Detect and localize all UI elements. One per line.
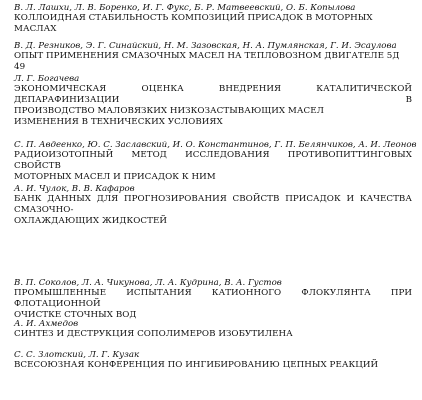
entry-title <box>14 51 412 73</box>
contents-entry <box>14 74 412 117</box>
entry-title-line: РАДИОИЗОТОПНЫЙ МЕТОД ИССЛЕДОВАНИЯ ПРОТИВОПИТТИНГОВЫХ СВОЙСТВ <box>14 150 412 171</box>
entry-title <box>14 150 412 183</box>
contents-entry <box>14 3 412 35</box>
entry-title <box>14 194 412 227</box>
entry-title-line: ОПЫТ ПРИМЕНЕНИЯ СМАЗОЧНЫХ МАСЕЛ НА ТЕПЛОВОЗНОМ ДВИГАТЕЛЕ 5Д 49 <box>14 51 400 72</box>
entry-title-line: ЭКОНОМИЧЕСКАЯ ОЦЕНКА ВНЕДРЕНИЯ КАТАЛИТИЧЕСКОЙ ДЕПАРАФИНИЗАЦИИ В <box>14 84 412 105</box>
entry-authors: В. Д. Резников, Э. Г. Синайский, Н. М. Зазовская, Н. А. Пумлянская, Г. И. Эсаулова <box>14 41 397 51</box>
entry-authors: А. И. Чулок, В. В. Кафаров <box>14 184 135 194</box>
contents-entry <box>14 278 412 321</box>
entry-title-line: ИЗМЕНЕНИЯ В ТЕХНИЧЕСКИХ УСЛОВИЯХ <box>14 117 223 127</box>
contents-entry <box>14 140 417 183</box>
contents-entry <box>14 117 412 128</box>
entry-authors: С. С. Злотский, Л. Г. Кузак <box>14 350 140 360</box>
entry-authors: В. Л. Лашхи, Л. В. Боренко, И. Г. Фукс, Б. Р. Матвеевский, О. Б. Копылова <box>14 3 356 13</box>
entry-authors: С. П. Авдеенко, Ю. С. Заславский, И. О. Константинов, Г. П. Белянчиков, А. И. Леонов <box>14 140 417 150</box>
entry-title <box>14 117 412 128</box>
entry-title-line: ВСЕСОЮЗНАЯ КОНФЕРЕНЦИЯ ПО ИНГИБИРОВАНИЮ ЦЕПНЫХ РЕАКЦИЙ <box>14 360 379 370</box>
entry-authors: А. И. Ахмедов <box>14 319 79 329</box>
contents-entry <box>14 319 412 340</box>
entry-title <box>14 360 412 371</box>
entry-title-line: ОХЛАЖДАЮЩИХ ЖИДКОСТЕЙ <box>14 216 167 226</box>
contents-section-bottom <box>0 264 422 400</box>
entry-title <box>14 288 412 321</box>
entry-title <box>14 329 412 340</box>
entry-title <box>14 13 412 35</box>
entry-title-line: ОЧИСТКЕ СТОЧНЫХ ВОД <box>14 310 137 320</box>
entry-authors: В. П. Соколов, Л. А. Чикунова, Л. А. Кудрина, В. А. Густов <box>14 278 282 288</box>
contents-entry <box>14 184 412 227</box>
entry-title <box>14 84 412 117</box>
entry-title-line: ПРОМЫШЛЕННЫЕ ИСПЫТАНИЯ КАТИОННОГО ФЛОКУЛЯНТА ПРИ ФЛОТАЦИОННОЙ <box>14 288 412 309</box>
entry-title-line: КОЛЛОИДНАЯ СТАБИЛЬНОСТЬ КОМПОЗИЦИЙ ПРИСАДОК В МОТОРНЫХ МАСЛАХ <box>14 13 373 34</box>
entry-title-line: СИНТЕЗ И ДЕСТРУКЦИЯ СОПОЛИМЕРОВ ИЗОБУТИЛЕНА <box>14 329 293 339</box>
contents-entry <box>14 350 412 371</box>
entry-title-line: ПРОИЗВОДСТВО МАЛОВЯЗКИХ НИЗКОЗАСТЫВАЮЩИХ МАСЕЛ <box>14 106 324 116</box>
entry-title-line: БАНК ДАННЫХ ДЛЯ ПРОГНОЗИРОВАНИЯ СВОЙСТВ ПРИСАДОК И КАЧЕСТВА СМАЗОЧНО- <box>14 194 412 215</box>
entry-authors: Л. Г. Богачева <box>14 74 80 84</box>
entry-title-line: МОТОРНЫХ МАСЕЛ И ПРИСАДОК К НИМ <box>14 172 216 182</box>
contents-entry <box>14 41 412 73</box>
